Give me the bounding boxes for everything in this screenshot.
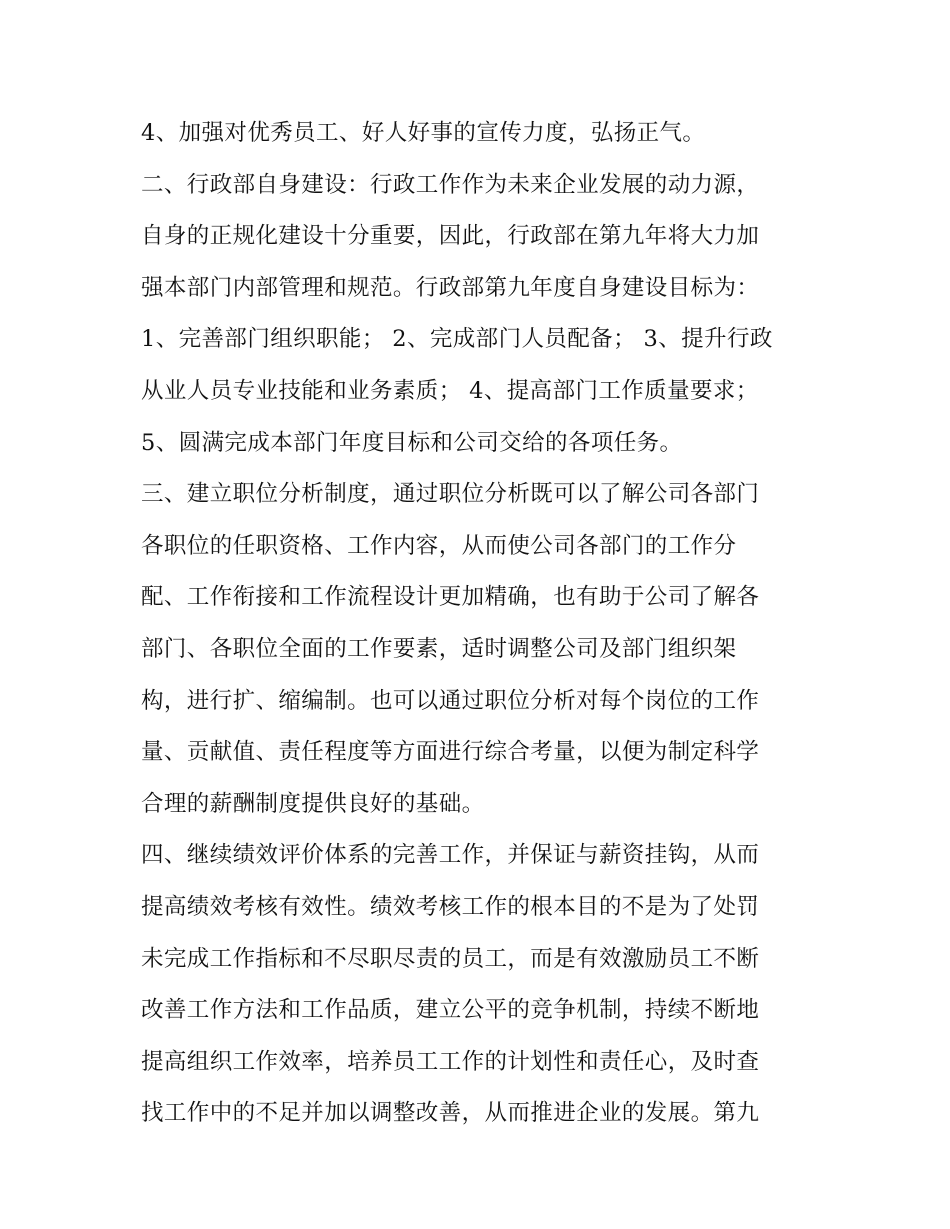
text-line: 自身的正规化建设十分重要，因此，行政部在第九年将大力加 bbox=[141, 223, 760, 250]
text-line: 强本部门内部管理和规范。行政部第九年度自身建设目标为： bbox=[141, 274, 760, 301]
text-line: 配、工作衔接和工作流程设计更加精确，也有助于公司了解各 bbox=[141, 584, 760, 611]
text-line: 5、圆满完成本部门年度目标和公司交给的各项任务。 bbox=[141, 429, 683, 456]
text-line: 找工作中的不足并加以调整改善，从而推进企业的发展。第九 bbox=[141, 1100, 760, 1127]
text-line: 4、加强对优秀员工、好人好事的宣传力度，弘扬正气。 bbox=[141, 120, 706, 146]
text-line: 四、继续绩效评价体系的完善工作，并保证与薪资挂钩，从而 bbox=[141, 842, 760, 869]
text-line: 提高组织工作效率，培养员工工作的计划性和责任心，及时查 bbox=[141, 1048, 760, 1075]
text-line: 1、完善部门组织职能； 2、完成部门人员配备； 3、提升行政 bbox=[141, 326, 773, 353]
document-body bbox=[141, 108, 821, 1140]
text-line: 未完成工作指标和不尽职尽责的员工，而是有效激励员工不断 bbox=[141, 945, 760, 972]
text-line: 二、行政部自身建设：行政工作作为未来企业发展的动力源， bbox=[141, 171, 760, 198]
text-line: 合理的薪酬制度提供良好的基础。 bbox=[141, 790, 485, 817]
text-line: 构，进行扩、缩编制。也可以通过职位分析对每个岗位的工作 bbox=[141, 687, 760, 714]
text-line: 从业人员专业技能和业务素质； 4、提高部门工作质量要求； bbox=[141, 377, 759, 404]
text-line: 量、贡献值、责任程度等方面进行综合考量，以便为制定科学 bbox=[141, 739, 760, 766]
text-line: 部门、各职位全面的工作要素，适时调整公司及部门组织架 bbox=[141, 635, 737, 662]
text-line: 各职位的任职资格、工作内容，从而使公司各部门的工作分 bbox=[141, 532, 737, 559]
text-line: 三、建立职位分析制度，通过职位分析既可以了解公司各部门 bbox=[141, 481, 760, 508]
text-line: 改善工作方法和工作品质，建立公平的竞争机制，持续不断地 bbox=[141, 997, 760, 1024]
text-line: 提高绩效考核有效性。绩效考核工作的根本目的不是为了处罚 bbox=[141, 893, 760, 920]
